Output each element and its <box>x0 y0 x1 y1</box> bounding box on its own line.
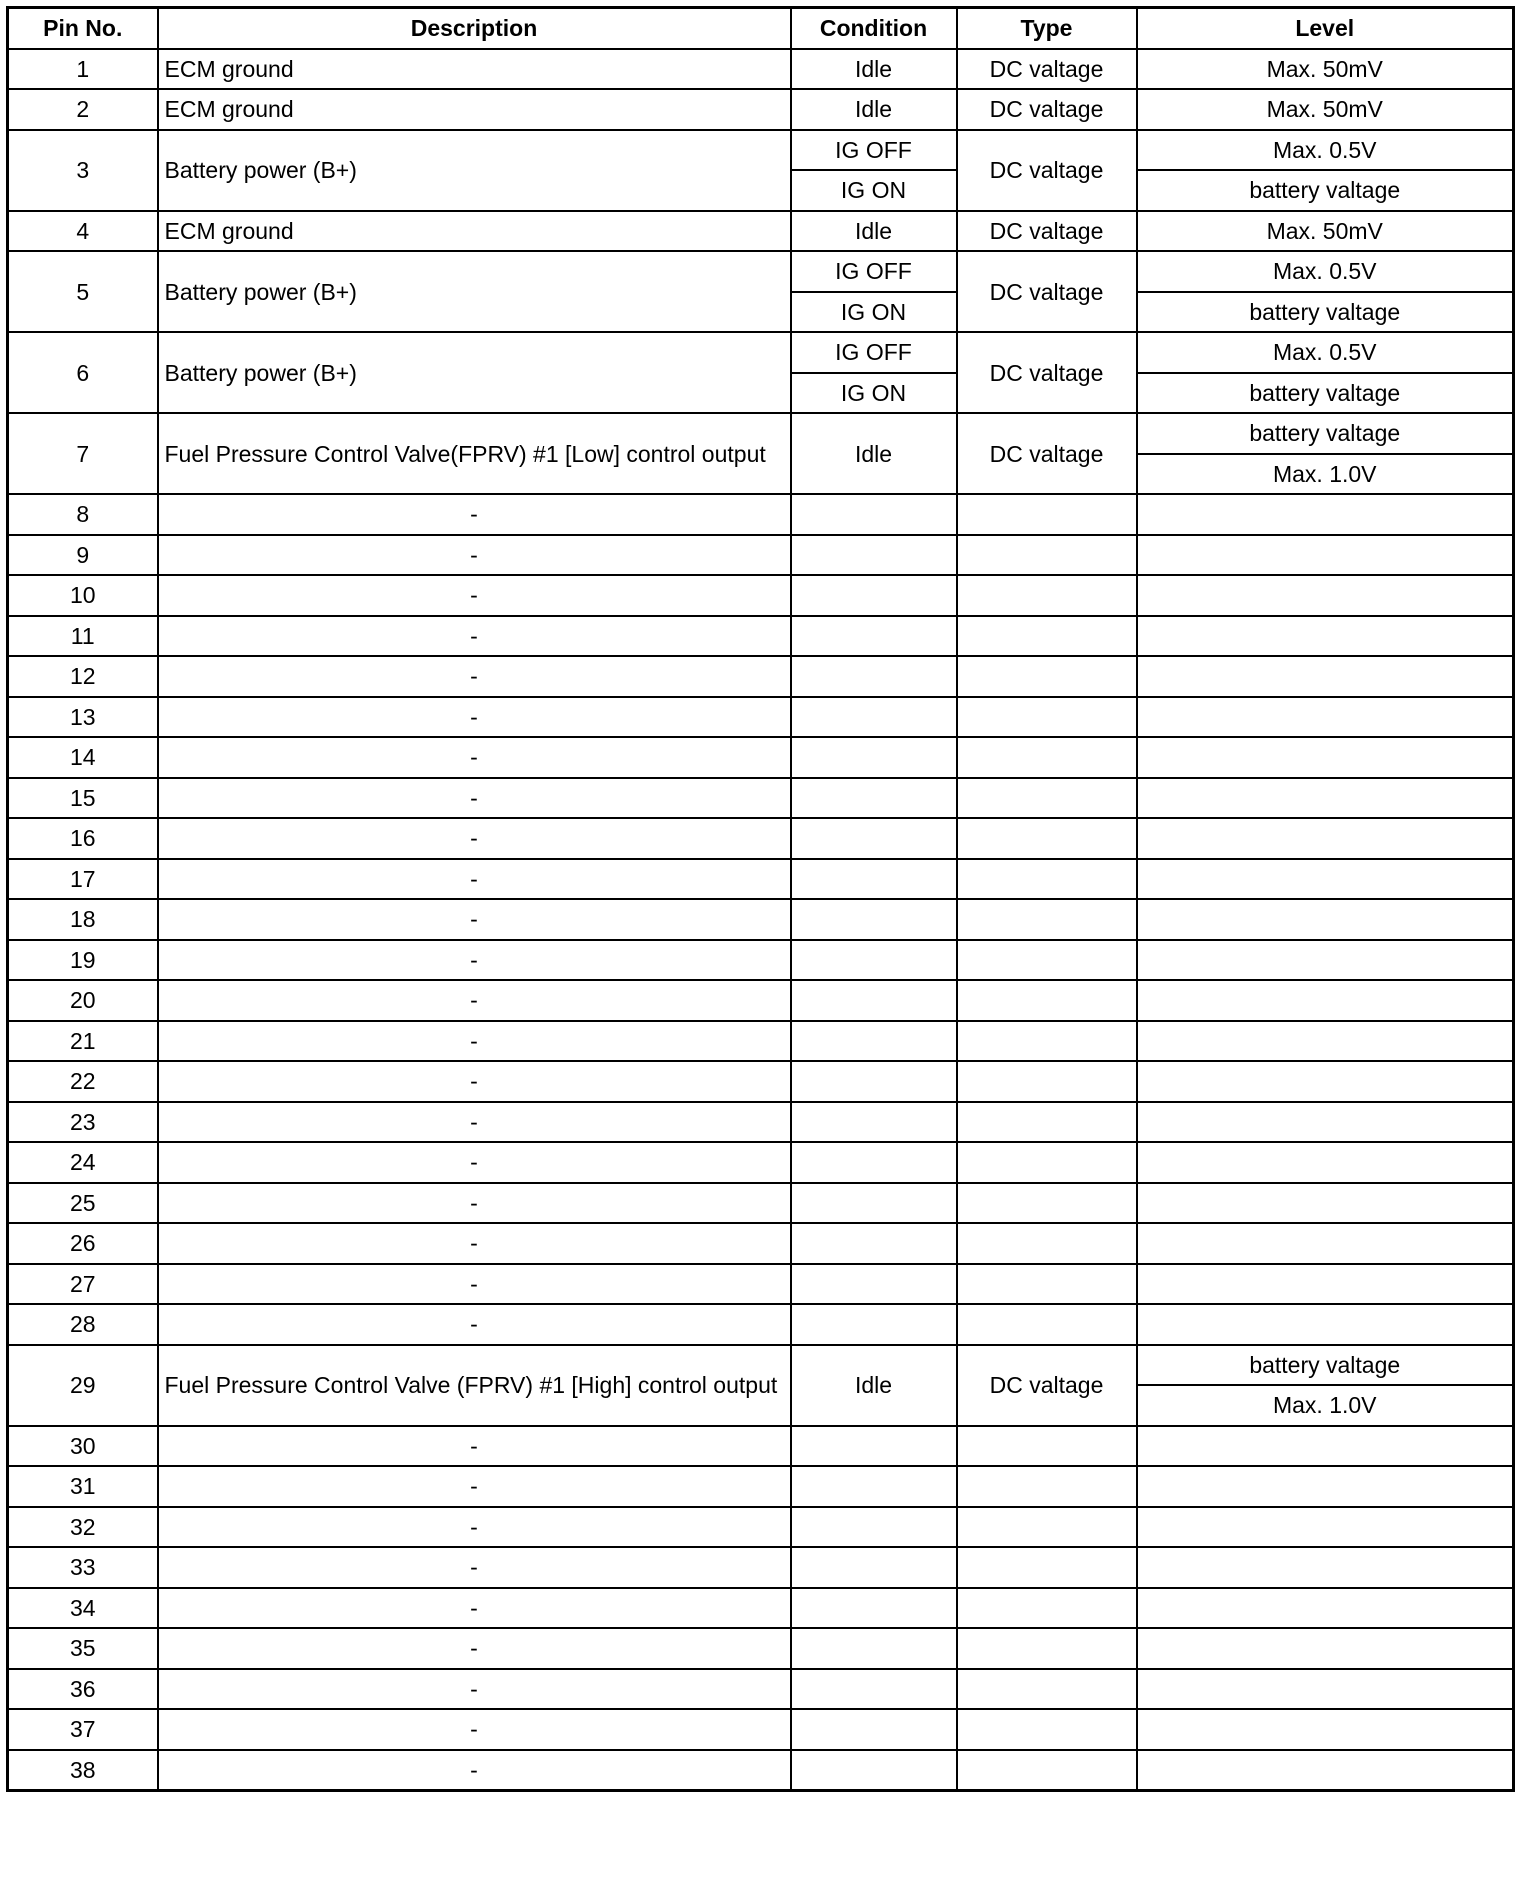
pin-description: - <box>158 899 791 940</box>
signal-type <box>957 1264 1137 1305</box>
level <box>1137 1628 1514 1669</box>
level <box>1137 818 1514 859</box>
condition <box>791 818 957 859</box>
pin-number: 29 <box>8 1345 158 1426</box>
level: Max. 1.0V <box>1137 1385 1514 1426</box>
level: battery valtage <box>1137 1345 1514 1386</box>
condition: Idle <box>791 413 957 494</box>
table-row <box>8 494 1514 535</box>
pin-number: 18 <box>8 899 158 940</box>
signal-type <box>957 1466 1137 1507</box>
level <box>1137 1466 1514 1507</box>
table-row <box>8 818 1514 859</box>
condition <box>791 980 957 1021</box>
table-row <box>8 49 1514 90</box>
pin-number: 34 <box>8 1588 158 1629</box>
pin-description: Battery power (B+) <box>158 332 791 413</box>
signal-type <box>957 1304 1137 1345</box>
level <box>1137 1021 1514 1062</box>
pin-description: - <box>158 818 791 859</box>
pin-number: 6 <box>8 332 158 413</box>
condition <box>791 1183 957 1224</box>
signal-type: DC valtage <box>957 130 1137 211</box>
pin-number: 26 <box>8 1223 158 1264</box>
pin-number: 31 <box>8 1466 158 1507</box>
pin-number: 15 <box>8 778 158 819</box>
table-row <box>8 535 1514 576</box>
table-row <box>8 1628 1514 1669</box>
signal-type <box>957 575 1137 616</box>
table-row <box>8 1183 1514 1224</box>
pin-number: 10 <box>8 575 158 616</box>
signal-type <box>957 616 1137 657</box>
condition <box>791 575 957 616</box>
table-row <box>8 332 1514 373</box>
pin-description: Fuel Pressure Control Valve (FPRV) #1 [High] control output <box>158 1345 791 1426</box>
pin-description: ECM ground <box>158 211 791 252</box>
pin-number: 8 <box>8 494 158 535</box>
signal-type <box>957 535 1137 576</box>
signal-type <box>957 737 1137 778</box>
condition: Idle <box>791 89 957 130</box>
header-pin-no: Pin No. <box>8 8 158 49</box>
signal-type <box>957 1669 1137 1710</box>
signal-type <box>957 697 1137 738</box>
level <box>1137 859 1514 900</box>
signal-type: DC valtage <box>957 1345 1137 1426</box>
condition <box>791 859 957 900</box>
pin-number: 22 <box>8 1061 158 1102</box>
pin-number: 37 <box>8 1709 158 1750</box>
condition <box>791 1507 957 1548</box>
signal-type: DC valtage <box>957 89 1137 130</box>
pin-number: 36 <box>8 1669 158 1710</box>
level <box>1137 980 1514 1021</box>
level <box>1137 1061 1514 1102</box>
pin-description: - <box>158 1142 791 1183</box>
table-row <box>8 778 1514 819</box>
condition <box>791 1426 957 1467</box>
level <box>1137 616 1514 657</box>
condition <box>791 616 957 657</box>
level <box>1137 1588 1514 1629</box>
table-row <box>8 1142 1514 1183</box>
pin-description: - <box>158 1061 791 1102</box>
pin-description: - <box>158 1426 791 1467</box>
pin-table <box>6 6 1515 1792</box>
condition <box>791 1709 957 1750</box>
pin-description: - <box>158 575 791 616</box>
pin-number: 12 <box>8 656 158 697</box>
level <box>1137 1547 1514 1588</box>
signal-type <box>957 778 1137 819</box>
pin-description: - <box>158 1588 791 1629</box>
pin-description: - <box>158 1264 791 1305</box>
signal-type <box>957 1547 1137 1588</box>
condition <box>791 1304 957 1345</box>
condition <box>791 535 957 576</box>
level <box>1137 575 1514 616</box>
condition: IG OFF <box>791 251 957 292</box>
pin-number: 32 <box>8 1507 158 1548</box>
pin-description: - <box>158 494 791 535</box>
table-row <box>8 1102 1514 1143</box>
condition <box>791 697 957 738</box>
pin-number: 25 <box>8 1183 158 1224</box>
level: battery valtage <box>1137 413 1514 454</box>
pin-number: 20 <box>8 980 158 1021</box>
condition <box>791 1264 957 1305</box>
condition <box>791 778 957 819</box>
level <box>1137 1183 1514 1224</box>
table-row <box>8 89 1514 130</box>
signal-type: DC valtage <box>957 211 1137 252</box>
table-row <box>8 1345 1514 1386</box>
signal-type <box>957 1750 1137 1791</box>
signal-type <box>957 1102 1137 1143</box>
signal-type: DC valtage <box>957 413 1137 494</box>
table-row <box>8 1750 1514 1791</box>
condition <box>791 1669 957 1710</box>
signal-type <box>957 818 1137 859</box>
level <box>1137 1507 1514 1548</box>
pin-description: - <box>158 1628 791 1669</box>
signal-type <box>957 1061 1137 1102</box>
table-row <box>8 1304 1514 1345</box>
table-row <box>8 980 1514 1021</box>
signal-type <box>957 1507 1137 1548</box>
level: Max. 1.0V <box>1137 454 1514 495</box>
pin-number: 33 <box>8 1547 158 1588</box>
table-row <box>8 1709 1514 1750</box>
condition <box>791 656 957 697</box>
condition: Idle <box>791 211 957 252</box>
condition <box>791 1223 957 1264</box>
pin-description: - <box>158 656 791 697</box>
level <box>1137 1102 1514 1143</box>
table-row <box>8 1466 1514 1507</box>
pin-description: ECM ground <box>158 89 791 130</box>
level <box>1137 494 1514 535</box>
table-row <box>8 697 1514 738</box>
table-row <box>8 251 1514 292</box>
pin-number: 3 <box>8 130 158 211</box>
pin-description: - <box>158 980 791 1021</box>
signal-type <box>957 940 1137 981</box>
signal-type <box>957 1021 1137 1062</box>
table-row <box>8 1426 1514 1467</box>
table-row <box>8 1669 1514 1710</box>
pin-description: - <box>158 859 791 900</box>
level <box>1137 1669 1514 1710</box>
condition <box>791 1466 957 1507</box>
signal-type <box>957 1426 1137 1467</box>
pin-description: - <box>158 940 791 981</box>
signal-type <box>957 1142 1137 1183</box>
table-row <box>8 575 1514 616</box>
signal-type: DC valtage <box>957 49 1137 90</box>
table-row <box>8 656 1514 697</box>
pin-number: 35 <box>8 1628 158 1669</box>
level <box>1137 1264 1514 1305</box>
signal-type: DC valtage <box>957 332 1137 413</box>
signal-type <box>957 1588 1137 1629</box>
header-row <box>8 8 1514 49</box>
table-row <box>8 899 1514 940</box>
header-level: Level <box>1137 8 1514 49</box>
condition: Idle <box>791 49 957 90</box>
level <box>1137 1426 1514 1467</box>
signal-type <box>957 1709 1137 1750</box>
level: Max. 50mV <box>1137 49 1514 90</box>
condition <box>791 1061 957 1102</box>
level <box>1137 899 1514 940</box>
pin-description: - <box>158 778 791 819</box>
level: battery valtage <box>1137 373 1514 414</box>
table-row <box>8 1061 1514 1102</box>
condition: IG ON <box>791 292 957 333</box>
level <box>1137 535 1514 576</box>
pin-number: 14 <box>8 737 158 778</box>
pin-description: ECM ground <box>158 49 791 90</box>
level: Max. 0.5V <box>1137 130 1514 171</box>
signal-type <box>957 1183 1137 1224</box>
table-row <box>8 211 1514 252</box>
level <box>1137 1223 1514 1264</box>
table-row <box>8 1223 1514 1264</box>
pin-description: - <box>158 1547 791 1588</box>
level <box>1137 737 1514 778</box>
pin-description: - <box>158 1669 791 1710</box>
condition: IG ON <box>791 170 957 211</box>
level: Max. 50mV <box>1137 211 1514 252</box>
table-row <box>8 1021 1514 1062</box>
level <box>1137 656 1514 697</box>
condition <box>791 737 957 778</box>
signal-type <box>957 899 1137 940</box>
level <box>1137 1750 1514 1791</box>
condition <box>791 1102 957 1143</box>
signal-type <box>957 494 1137 535</box>
condition <box>791 940 957 981</box>
level <box>1137 1142 1514 1183</box>
signal-type <box>957 980 1137 1021</box>
pin-description: - <box>158 616 791 657</box>
pin-description: - <box>158 737 791 778</box>
signal-type: DC valtage <box>957 251 1137 332</box>
level <box>1137 778 1514 819</box>
pin-number: 7 <box>8 413 158 494</box>
level: battery valtage <box>1137 292 1514 333</box>
pin-description: - <box>158 1021 791 1062</box>
condition <box>791 1588 957 1629</box>
signal-type <box>957 1628 1137 1669</box>
pin-number: 13 <box>8 697 158 738</box>
table-row <box>8 859 1514 900</box>
pin-number: 17 <box>8 859 158 900</box>
condition <box>791 899 957 940</box>
pin-description: Fuel Pressure Control Valve(FPRV) #1 [Low] control output <box>158 413 791 494</box>
table-row <box>8 940 1514 981</box>
condition <box>791 1547 957 1588</box>
table-row <box>8 616 1514 657</box>
pin-description: - <box>158 535 791 576</box>
pin-number: 4 <box>8 211 158 252</box>
table-row <box>8 1588 1514 1629</box>
condition: IG OFF <box>791 130 957 171</box>
condition: Idle <box>791 1345 957 1426</box>
pin-description: - <box>158 1223 791 1264</box>
pin-number: 24 <box>8 1142 158 1183</box>
header-description: Description <box>158 8 791 49</box>
pin-number: 1 <box>8 49 158 90</box>
level: Max. 50mV <box>1137 89 1514 130</box>
pin-number: 2 <box>8 89 158 130</box>
pin-number: 19 <box>8 940 158 981</box>
signal-type <box>957 859 1137 900</box>
level: Max. 0.5V <box>1137 332 1514 373</box>
signal-type <box>957 1223 1137 1264</box>
pin-number: 11 <box>8 616 158 657</box>
pin-number: 30 <box>8 1426 158 1467</box>
pin-number: 16 <box>8 818 158 859</box>
pin-number: 21 <box>8 1021 158 1062</box>
pin-description: - <box>158 1102 791 1143</box>
header-condition: Condition <box>791 8 957 49</box>
pin-description: Battery power (B+) <box>158 130 791 211</box>
signal-type <box>957 656 1137 697</box>
pin-number: 27 <box>8 1264 158 1305</box>
pin-description: - <box>158 1507 791 1548</box>
level <box>1137 1709 1514 1750</box>
pin-description: Battery power (B+) <box>158 251 791 332</box>
condition: IG OFF <box>791 332 957 373</box>
pin-description: - <box>158 1304 791 1345</box>
level <box>1137 697 1514 738</box>
pin-number: 23 <box>8 1102 158 1143</box>
table-row <box>8 1507 1514 1548</box>
table-row <box>8 130 1514 171</box>
level: battery valtage <box>1137 170 1514 211</box>
condition <box>791 1142 957 1183</box>
pin-number: 9 <box>8 535 158 576</box>
pin-description: - <box>158 1750 791 1791</box>
condition <box>791 494 957 535</box>
pin-number: 38 <box>8 1750 158 1791</box>
pin-number: 28 <box>8 1304 158 1345</box>
header-type: Type <box>957 8 1137 49</box>
table-row <box>8 1547 1514 1588</box>
pin-description: - <box>158 1709 791 1750</box>
condition <box>791 1628 957 1669</box>
pin-description: - <box>158 1466 791 1507</box>
pin-number: 5 <box>8 251 158 332</box>
condition: IG ON <box>791 373 957 414</box>
level: Max. 0.5V <box>1137 251 1514 292</box>
pin-description: - <box>158 1183 791 1224</box>
table-row <box>8 413 1514 454</box>
table-row <box>8 1264 1514 1305</box>
condition <box>791 1750 957 1791</box>
table-row <box>8 737 1514 778</box>
level <box>1137 940 1514 981</box>
level <box>1137 1304 1514 1345</box>
condition <box>791 1021 957 1062</box>
pin-description: - <box>158 697 791 738</box>
